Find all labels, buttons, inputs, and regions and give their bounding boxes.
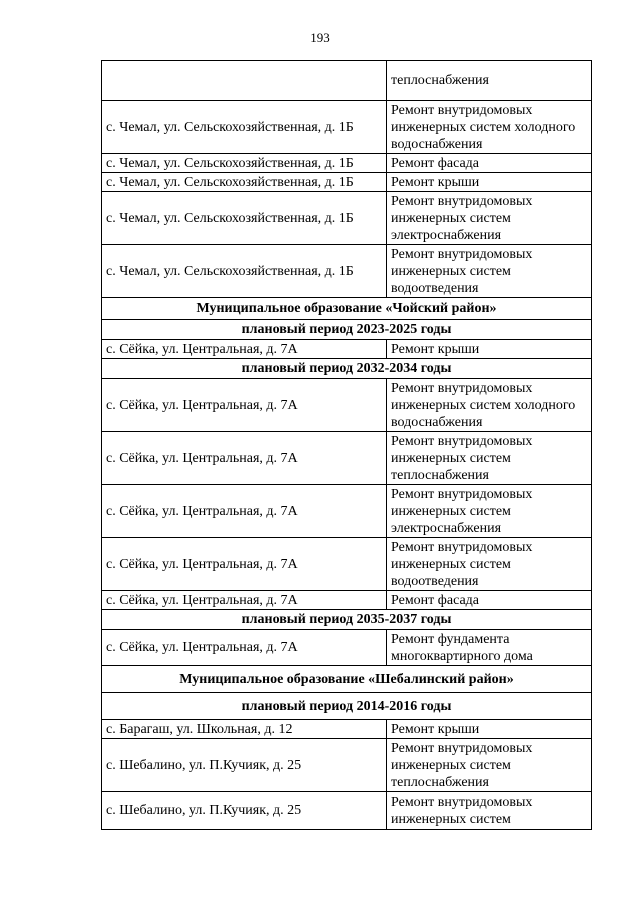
work-type-cell: Ремонт внутридомовых инженерных систем xyxy=(387,792,592,830)
address-cell: с. Чемал, ул. Сельскохозяйственная, д. 1Б xyxy=(102,245,387,298)
address-cell: с. Шебалино, ул. П.Кучияк, д. 25 xyxy=(102,739,387,792)
section-header-row xyxy=(102,693,592,720)
work-type-cell: Ремонт внутридомовых инженерных систем теплоснабжения xyxy=(387,432,592,485)
table-row xyxy=(102,340,592,359)
section-header-row xyxy=(102,666,592,693)
section-header: Муниципальное образование «Чойский район» xyxy=(102,298,592,320)
table-row xyxy=(102,61,592,101)
table-row xyxy=(102,192,592,245)
work-type-cell: Ремонт внутридомовых инженерных систем электроснабжения xyxy=(387,485,592,538)
address-cell: с. Чемал, ул. Сельскохозяйственная, д. 1Б xyxy=(102,154,387,173)
section-header-row xyxy=(102,359,592,379)
address-cell: с. Чемал, ул. Сельскохозяйственная, д. 1Б xyxy=(102,192,387,245)
work-type-cell: Ремонт фундамента многоквартирного дома xyxy=(387,630,592,666)
work-type-cell: Ремонт крыши xyxy=(387,173,592,192)
work-type-cell: теплоснабжения xyxy=(387,61,592,101)
table-row xyxy=(102,154,592,173)
address-cell: с. Сёйка, ул. Центральная, д. 7А xyxy=(102,630,387,666)
table-row xyxy=(102,485,592,538)
table-body xyxy=(102,61,592,830)
section-header: плановый период 2014-2016 годы xyxy=(102,693,592,720)
table-row xyxy=(102,245,592,298)
work-type-cell: Ремонт внутридомовых инженерных систем теплоснабжения xyxy=(387,739,592,792)
address-cell: с. Сёйка, ул. Центральная, д. 7А xyxy=(102,538,387,591)
section-header-row xyxy=(102,320,592,340)
section-header-row xyxy=(102,298,592,320)
address-cell: с. Шебалино, ул. П.Кучияк, д. 25 xyxy=(102,792,387,830)
address-cell: с. Сёйка, ул. Центральная, д. 7А xyxy=(102,379,387,432)
work-type-cell: Ремонт внутридомовых инженерных систем холодного водоснабжения xyxy=(387,379,592,432)
table-row xyxy=(102,739,592,792)
table-row xyxy=(102,101,592,154)
section-header: плановый период 2032-2034 годы xyxy=(102,359,592,379)
address-cell: с. Сёйка, ул. Центральная, д. 7А xyxy=(102,432,387,485)
section-header: плановый период 2023-2025 годы xyxy=(102,320,592,340)
work-type-cell: Ремонт внутридомовых инженерных систем электроснабжения xyxy=(387,192,592,245)
work-type-cell: Ремонт фасада xyxy=(387,154,592,173)
table-row xyxy=(102,720,592,739)
repair-schedule-table xyxy=(101,60,592,830)
section-header: плановый период 2035-2037 годы xyxy=(102,610,592,630)
table-row xyxy=(102,630,592,666)
address-cell: с. Сёйка, ул. Центральная, д. 7А xyxy=(102,485,387,538)
work-type-cell: Ремонт фасада xyxy=(387,591,592,610)
work-type-cell: Ремонт внутридомовых инженерных систем водоотведения xyxy=(387,245,592,298)
address-cell: с. Сёйка, ул. Центральная, д. 7А xyxy=(102,340,387,359)
table-row xyxy=(102,173,592,192)
address-cell: с. Сёйка, ул. Центральная, д. 7А xyxy=(102,591,387,610)
address-cell: с. Барагаш, ул. Школьная, д. 12 xyxy=(102,720,387,739)
work-type-cell: Ремонт крыши xyxy=(387,340,592,359)
table-row xyxy=(102,591,592,610)
work-type-cell: Ремонт внутридомовых инженерных систем холодного водоснабжения xyxy=(387,101,592,154)
address-cell: с. Чемал, ул. Сельскохозяйственная, д. 1Б xyxy=(102,101,387,154)
section-header-row xyxy=(102,610,592,630)
table-row xyxy=(102,792,592,830)
address-cell: с. Чемал, ул. Сельскохозяйственная, д. 1Б xyxy=(102,173,387,192)
work-type-cell: Ремонт внутридомовых инженерных систем водоотведения xyxy=(387,538,592,591)
work-type-cell: Ремонт крыши xyxy=(387,720,592,739)
table-row xyxy=(102,379,592,432)
address-cell xyxy=(102,61,387,101)
table-row xyxy=(102,538,592,591)
section-header: Муниципальное образование «Шебалинский район» xyxy=(102,666,592,693)
page-number: 193 xyxy=(310,30,330,45)
table-row xyxy=(102,432,592,485)
